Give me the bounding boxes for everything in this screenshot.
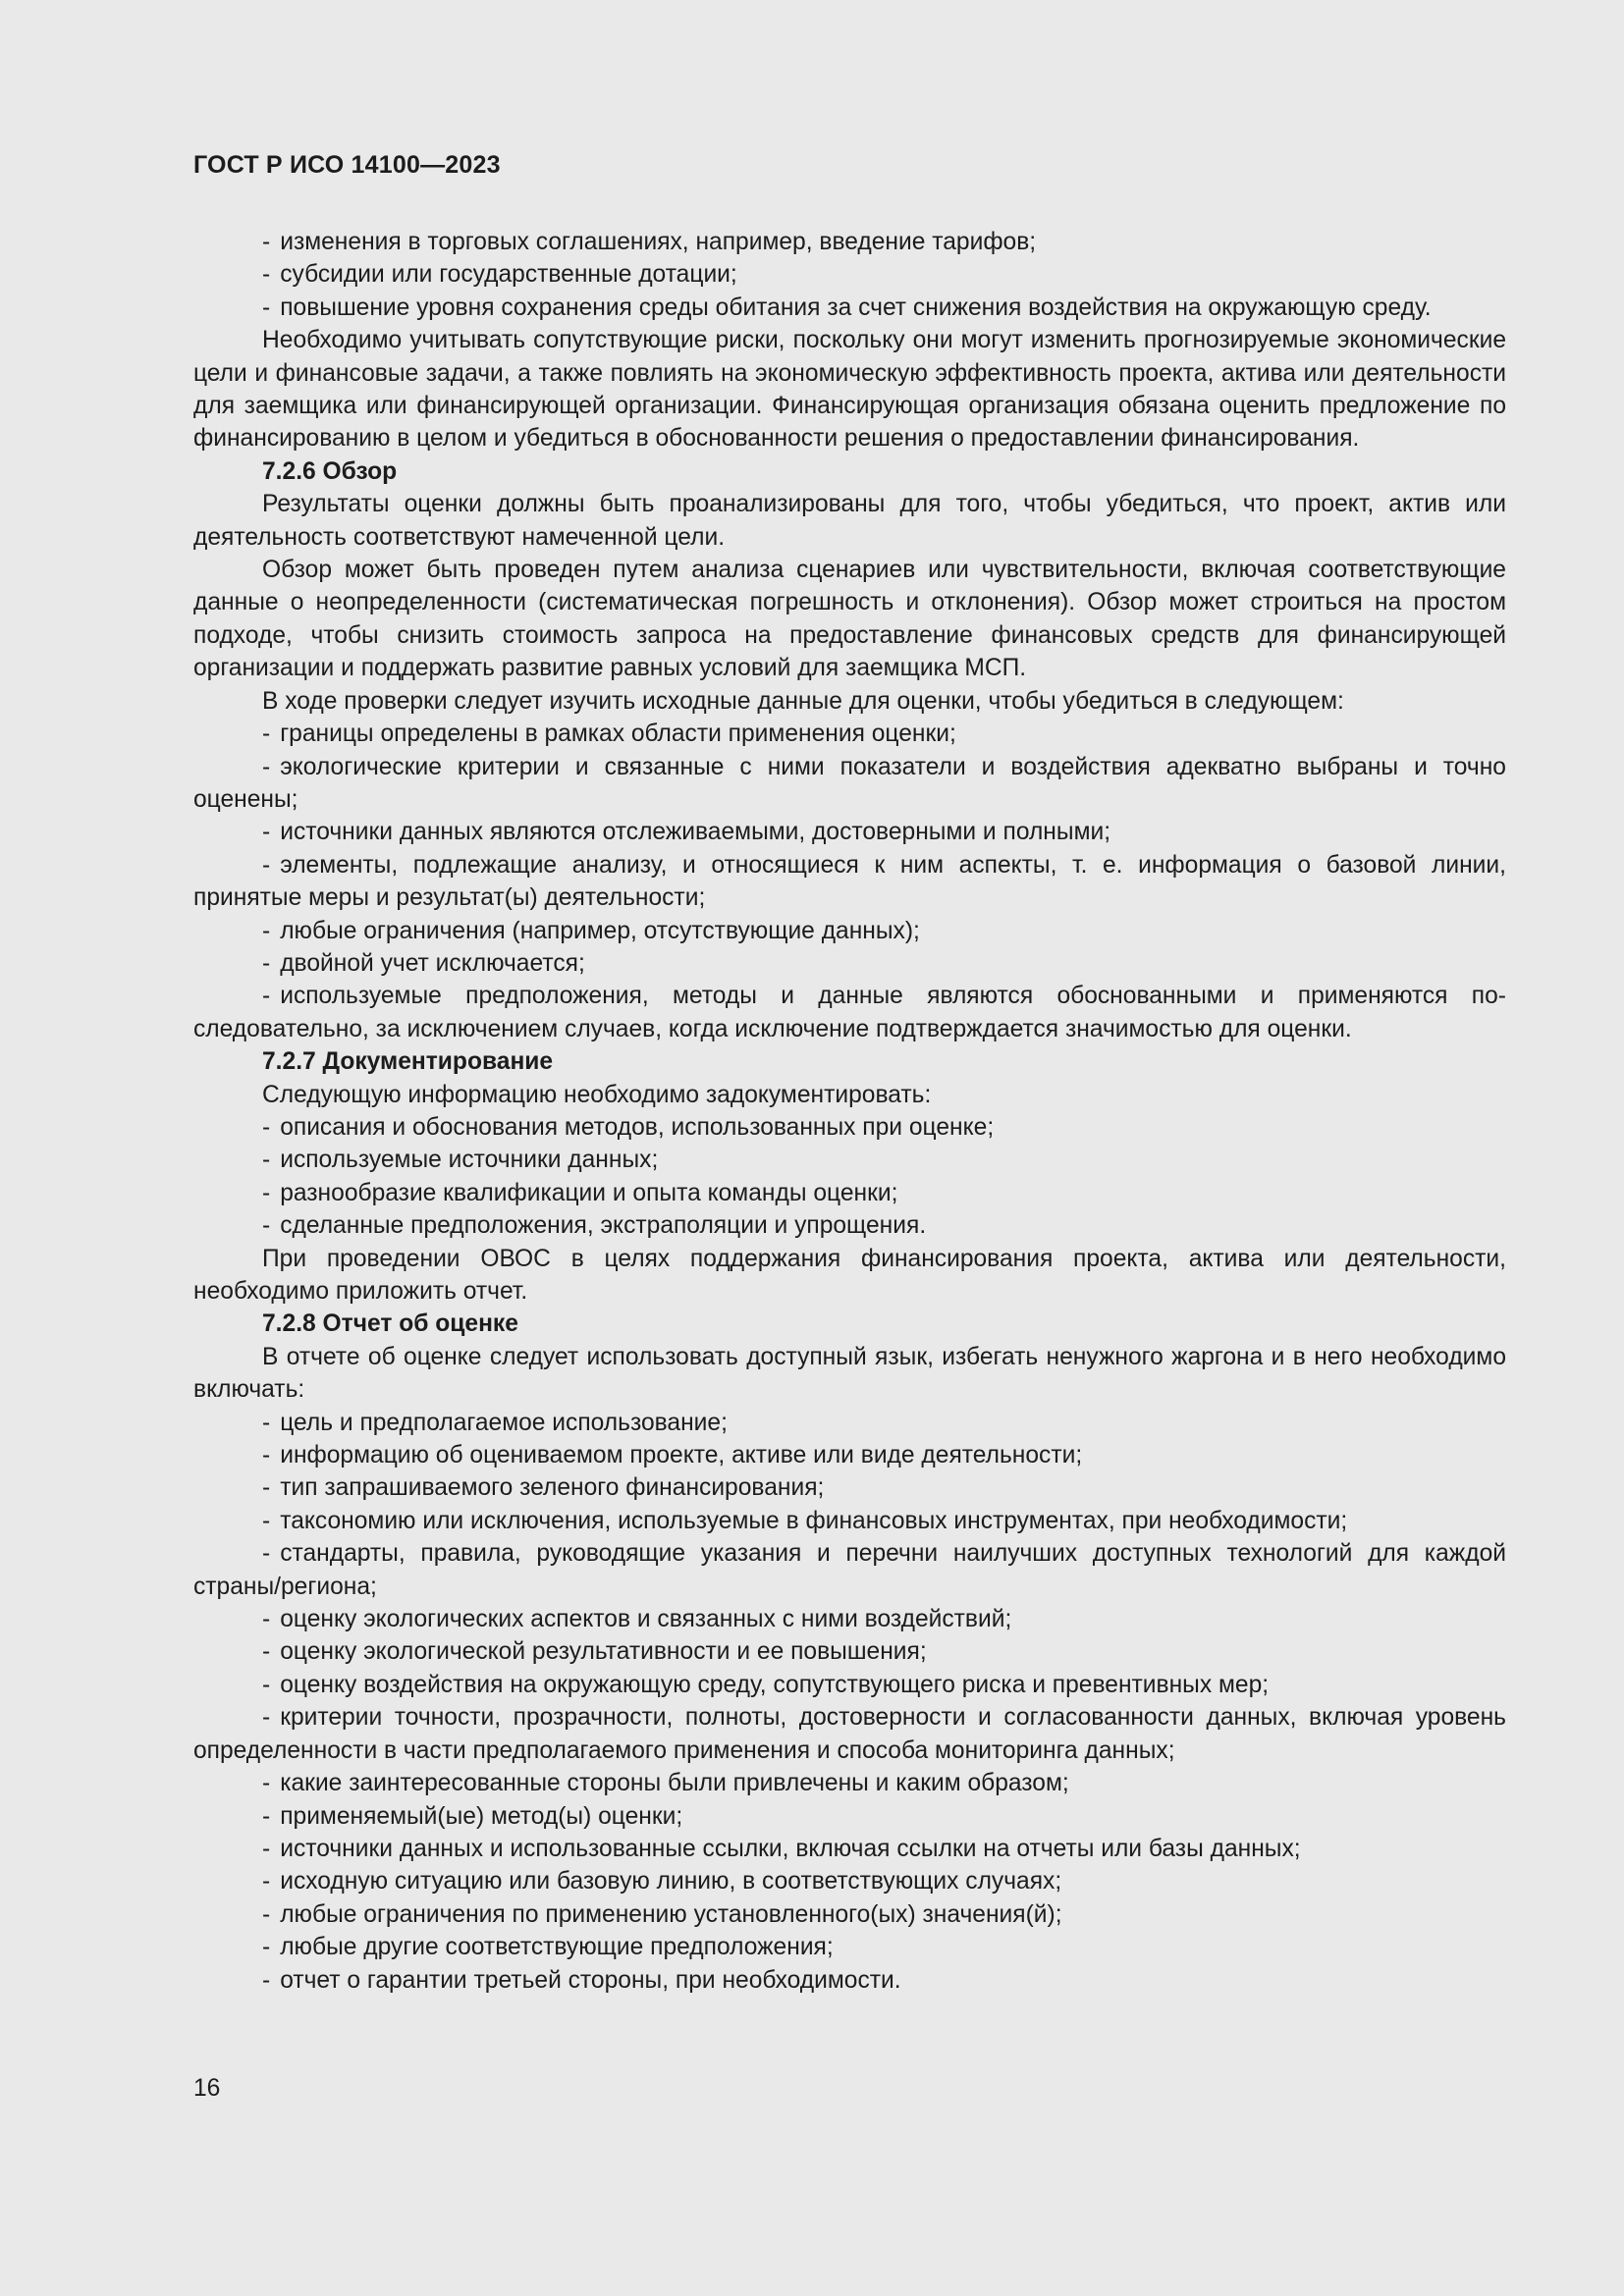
bullet-dash: - <box>262 1966 271 1994</box>
bullet-dash: - <box>262 851 271 879</box>
list-item <box>193 718 1506 750</box>
list-item-text: оценку экологических аспектов и связанных с ними воздействий; <box>280 1606 1012 1633</box>
bullet-dash: - <box>262 983 271 1010</box>
bullet-dash: - <box>262 1704 271 1732</box>
list-item <box>193 1898 1506 1931</box>
page-number: 16 <box>193 2075 221 2102</box>
list-item-text: отчет о гарантии третьей стороны, при необходимости. <box>280 1966 901 1994</box>
list-item-text: какие заинтересованные стороны были привлечены и каким образом; <box>280 1770 1069 1797</box>
bullet-dash: - <box>262 1638 271 1666</box>
list-item-text: таксономию или исключения, используемые в финансовых инструментах, при необходимости; <box>280 1507 1348 1534</box>
list-item <box>193 849 1506 915</box>
paragraph: Следующую информацию необходимо задокументировать: <box>262 1081 932 1108</box>
list-item-text: элементы, подлежащие анализу, и относящиеся к ним аспекты, т. е. информация о базовой линии, принятые меры и результат(ы) деятельности; <box>193 851 1506 912</box>
list-item <box>193 1407 1506 1439</box>
paragraph: Обзор может быть проведен путем анализа сценариев или чувствительности, включая соответствующие данные о неопределенности (систематическая погрешность и отклонения). Обзор может строиться на простом подходе, чтобы снизить стоимость запроса на предоставление финансовых средств для финансирующей организации и поддержать развитие равных условий для заемщика МСП. <box>193 557 1506 682</box>
list-item-text: цель и предполагаемое использование; <box>280 1409 728 1436</box>
bullet-dash: - <box>262 1934 271 1961</box>
list-item <box>193 915 1506 947</box>
bullet-dash: - <box>262 949 271 977</box>
list-item <box>193 258 1506 291</box>
bullet-dash: - <box>262 721 271 748</box>
list-item-text: источники данных являются отслеживаемыми, достоверными и полными; <box>280 819 1111 846</box>
list-item-text: экологические критерии и связанные с ними показатели и воздействия адекватно выбраны и точно оценены; <box>193 753 1506 813</box>
list-item-text: границы определены в рамках области применения оценки; <box>280 721 956 748</box>
bullet-dash: - <box>262 1606 271 1633</box>
bullet-dash: - <box>262 1113 271 1141</box>
list-item-text: исходную ситуацию или базовую линию, в соответствующих случаях; <box>280 1868 1062 1896</box>
bullet-dash: - <box>262 1474 271 1502</box>
list-item <box>193 1111 1506 1144</box>
bullet-dash: - <box>262 1409 271 1436</box>
bullet-dash: - <box>262 1540 271 1568</box>
bullet-dash: - <box>262 917 271 944</box>
list-item-text: любые ограничения (например, отсутствующие данных); <box>280 917 920 944</box>
list-item <box>193 1865 1506 1897</box>
list-item-text: описания и обоснования методов, использованных при оценке; <box>280 1113 995 1141</box>
list-item-text: тип запрашиваемого зеленого финансирования; <box>280 1474 825 1502</box>
list-item-text: используемые источники данных; <box>280 1147 659 1174</box>
paragraph: При проведении ОВОС в целях поддержания финансирования проекта, актива или деятельности, необходимо приложить отчет. <box>193 1245 1506 1305</box>
list-item <box>193 816 1506 848</box>
list-item <box>193 1177 1506 1209</box>
list-item <box>193 1701 1506 1767</box>
list-item-text: изменения в торговых соглашениях, например, введение тарифов; <box>280 229 1037 255</box>
list-item <box>193 1833 1506 1865</box>
bullet-dash: - <box>262 1900 271 1928</box>
list-item <box>193 292 1506 324</box>
list-item-text: информацию об оцениваемом проекте, активе или виде деятельности; <box>280 1442 1083 1469</box>
list-item <box>193 1144 1506 1176</box>
list-item-text: стандарты, правила, руководящие указания и перечни наилучших доступных технологий для каждой страны/региона; <box>193 1540 1506 1600</box>
list-item <box>193 1537 1506 1603</box>
list-item <box>193 1800 1506 1833</box>
list-item <box>193 1964 1506 1997</box>
list-item <box>193 1669 1506 1701</box>
paragraph: Результаты оценки должны быть проанализированы для того, чтобы убедиться, что проект, актив или деятельность соответствуют намеченной цели. <box>193 491 1506 551</box>
list-item <box>193 1603 1506 1635</box>
list-item-text: источники данных и использованные ссылки, включая ссылки на отчеты или базы данных; <box>280 1835 1301 1862</box>
list-item <box>193 751 1506 817</box>
bullet-dash: - <box>262 1442 271 1469</box>
bullet-dash: - <box>262 1212 271 1240</box>
bullet-dash: - <box>262 1179 271 1206</box>
list-item-text: повышение уровня сохранения среды обитания за счет снижения воздействия на окружающую среду. <box>280 294 1432 321</box>
bullet-dash: - <box>262 1868 271 1896</box>
list-item <box>193 1767 1506 1799</box>
list-item-text: применяемый(ые) метод(ы) оценки; <box>280 1802 683 1830</box>
bullet-dash: - <box>262 1835 271 1862</box>
bullet-dash: - <box>262 1770 271 1797</box>
section-heading: 7.2.6 Обзор <box>262 457 398 485</box>
paragraph: Необходимо учитывать сопутствующие риски, поскольку они могут изменить прогнозируемые экономические цели и финансовые задачи, а также повлиять на экономическую эффективность проекта, актива или деятельности для заемщика или финансирующей организации. Финансирующая организация обязана оценить предложение по финансированию в целом и убедиться в обоснованности решения о предоставлении финансирования. <box>193 327 1506 453</box>
list-item-text: критерии точности, прозрачности, полноты, достоверности и согласованности данных, включая уровень определенности в части предполагаемого применения и способа мониторинга данных; <box>193 1704 1506 1764</box>
paragraph: В ходе проверки следует изучить исходные данные для оценки, чтобы убедиться в следующем: <box>262 687 1344 715</box>
bullet-dash: - <box>262 1507 271 1534</box>
bullet-dash: - <box>262 1147 271 1174</box>
list-item-text: субсидии или государственные дотации; <box>280 261 737 289</box>
list-item <box>193 1439 1506 1471</box>
list-item <box>193 1635 1506 1668</box>
document-body <box>193 226 1506 1997</box>
bullet-dash: - <box>262 294 271 321</box>
bullet-dash: - <box>262 1802 271 1830</box>
list-item <box>193 1931 1506 1963</box>
bullet-dash: - <box>262 261 271 289</box>
list-item-text: оценку воздействия на окружающую среду, сопутствующего риска и превентивных мер; <box>280 1671 1270 1698</box>
list-item-text: разнообразие квалификации и опыта команды оценки; <box>280 1179 898 1206</box>
list-item <box>193 1471 1506 1504</box>
bullet-dash: - <box>262 229 271 255</box>
section-heading: 7.2.7 Документирование <box>262 1048 554 1076</box>
list-item-text: оценку экологической результативности и ее повышения; <box>280 1638 927 1666</box>
document-header: ГОСТ Р ИСО 14100—2023 <box>193 151 501 179</box>
list-item-text: сделанные предположения, экстраполяции и упрощения. <box>280 1212 927 1240</box>
bullet-dash: - <box>262 1671 271 1698</box>
section-heading: 7.2.8 Отчет об оценке <box>262 1310 518 1338</box>
list-item-text: любые ограничения по применению установленного(ых) значения(й); <box>280 1900 1062 1928</box>
paragraph: В отчете об оценке следует использовать доступный язык, избегать ненужного жаргона и в него необходимо включать: <box>193 1343 1506 1404</box>
bullet-dash: - <box>262 753 271 780</box>
list-item <box>193 1209 1506 1242</box>
bullet-dash: - <box>262 819 271 846</box>
list-item <box>193 980 1506 1045</box>
list-item <box>193 226 1506 258</box>
list-item <box>193 947 1506 980</box>
list-item-text: используемые предположения, методы и данные являются обоснованными и применяются последовательно, за исключением случаев, когда исключение подтверждается значимостью для оценки. <box>193 983 1506 1042</box>
list-item-text: любые другие соответствующие предположения; <box>280 1934 834 1961</box>
list-item-text: двойной учет исключается; <box>280 949 585 977</box>
list-item <box>193 1505 1506 1537</box>
